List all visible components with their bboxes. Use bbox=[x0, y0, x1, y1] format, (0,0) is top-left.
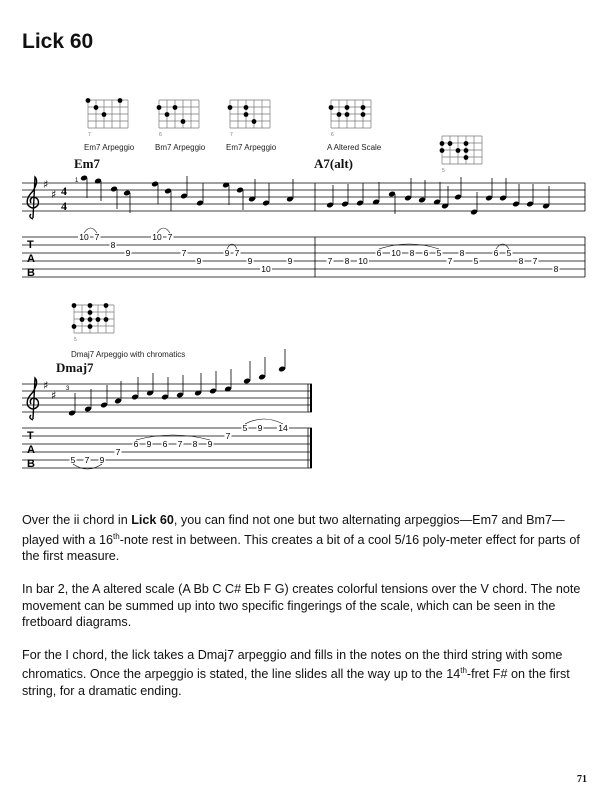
diagram-dot bbox=[337, 112, 342, 117]
diagram-dot bbox=[80, 317, 85, 322]
tab-number: 7 bbox=[181, 248, 187, 258]
chord-symbol: Em7 bbox=[74, 156, 100, 171]
paragraph-1 bbox=[22, 512, 590, 565]
tab-number: 9 bbox=[146, 439, 152, 449]
tab-number: 8 bbox=[110, 240, 116, 250]
diagram-dot bbox=[464, 141, 469, 146]
diagram-label: Em7 Arpeggio bbox=[84, 143, 135, 152]
text: -fret F# on the first string, for a dramatic ending. bbox=[22, 667, 570, 699]
text: Over the ii chord in bbox=[22, 513, 132, 527]
tab-number: 10 bbox=[79, 232, 89, 242]
sharp-icon: ♯ bbox=[51, 188, 57, 201]
diagram-label: Em7 Arpeggio bbox=[226, 143, 277, 152]
tab-number: 7 bbox=[447, 256, 453, 266]
tab-clef-letter: A bbox=[27, 444, 35, 456]
diagram-fret-number: 5 bbox=[442, 168, 445, 174]
page-title: Lick 60 bbox=[22, 30, 94, 53]
diagram-fret-number: 5 bbox=[74, 337, 77, 343]
tab-number: 10 bbox=[391, 248, 401, 258]
diagram-dot bbox=[456, 148, 461, 153]
tab-number: 7 bbox=[84, 455, 90, 465]
diagram-dot bbox=[440, 148, 445, 153]
tab-number: 7 bbox=[532, 256, 538, 266]
tab-clef-letter: B bbox=[27, 458, 35, 470]
tab-number: 6 bbox=[423, 248, 429, 258]
tab-number: 6 bbox=[133, 439, 139, 449]
tab-number: 8 bbox=[409, 248, 415, 258]
tab-number: 8 bbox=[518, 256, 524, 266]
diagram-dot bbox=[448, 141, 453, 146]
diagram-dot bbox=[88, 317, 93, 322]
diagram-fret-number: 7 bbox=[230, 132, 233, 138]
diagram-dot bbox=[157, 105, 162, 110]
diagram-dot bbox=[88, 324, 93, 329]
measure-number: 3 bbox=[66, 386, 70, 392]
diagram-dot bbox=[345, 105, 350, 110]
sharp-icon: ♯ bbox=[43, 379, 49, 392]
diagram-dot bbox=[361, 105, 366, 110]
page-number: 71 bbox=[577, 774, 587, 785]
time-signature-top: 4 bbox=[61, 184, 67, 198]
diagram-dot bbox=[173, 105, 178, 110]
tab-number: 10 bbox=[261, 264, 271, 274]
diagram-dot bbox=[72, 324, 77, 329]
tab-clef-letter: T bbox=[27, 430, 34, 442]
chord-symbol: Dmaj7 bbox=[56, 360, 94, 375]
diagram-dot bbox=[252, 119, 257, 124]
tab-number: 10 bbox=[358, 256, 368, 266]
tab-number: 9 bbox=[224, 248, 230, 258]
tab-number: 9 bbox=[257, 423, 263, 433]
tab-number: 7 bbox=[94, 232, 100, 242]
diagram-dot bbox=[104, 303, 109, 308]
diagram-fret-number: 6 bbox=[159, 132, 162, 138]
tab-number: 5 bbox=[436, 248, 442, 258]
measure-number: 1 bbox=[75, 178, 79, 184]
tab-number: 9 bbox=[99, 455, 105, 465]
tab-number: 6 bbox=[376, 248, 382, 258]
diagram-dot bbox=[244, 105, 249, 110]
diagram-dot bbox=[88, 303, 93, 308]
diagram-dot bbox=[165, 112, 170, 117]
tab-number: 7 bbox=[115, 447, 121, 457]
bold-text: Lick 60 bbox=[131, 513, 174, 527]
paragraph-2 bbox=[22, 581, 590, 631]
diagram-dot bbox=[118, 98, 123, 103]
tab-number: 8 bbox=[192, 439, 198, 449]
diagram-dot bbox=[88, 310, 93, 315]
tab-number: 7 bbox=[234, 248, 240, 258]
diagram-label: Dmaj7 Arpeggio with chromatics bbox=[71, 350, 186, 359]
tab-number: 14 bbox=[278, 423, 288, 433]
tab-number: 9 bbox=[125, 248, 131, 258]
diagram-dot bbox=[244, 112, 249, 117]
diagram-fret-number: 6 bbox=[331, 132, 334, 138]
tab-number: 10 bbox=[152, 232, 162, 242]
diagram-dot bbox=[181, 119, 186, 124]
tab-number: 9 bbox=[207, 439, 213, 449]
tab-number: 9 bbox=[196, 256, 202, 266]
tab-number: 8 bbox=[553, 264, 559, 274]
diagram-dot bbox=[96, 317, 101, 322]
time-signature-bottom: 4 bbox=[61, 199, 67, 213]
diagram-label: Bm7 Arpeggio bbox=[155, 143, 206, 152]
diagram-dot bbox=[228, 105, 233, 110]
tab-number: 8 bbox=[459, 248, 465, 258]
text: -note rest in between. This creates a bit of a cool 5/16 poly-meter effect for parts of the first measure. bbox=[22, 532, 580, 564]
tab-clef-letter: B bbox=[27, 267, 35, 279]
tab-number: 7 bbox=[177, 439, 183, 449]
diagram-dot bbox=[440, 141, 445, 146]
tab-number: 7 bbox=[167, 232, 173, 242]
tab-number: 5 bbox=[473, 256, 479, 266]
chord-symbol: A7(alt) bbox=[314, 156, 353, 171]
sharp-icon: ♯ bbox=[43, 178, 49, 191]
diagram-dot bbox=[94, 105, 99, 110]
sharp-icon: ♯ bbox=[51, 389, 57, 402]
text: In bar 2, the A altered scale (A Bb C C# Eb F G) creates colorful tensions over the V chord. The note movement can be summed up into two specific fingerings of the scale, which can be seen in the fretboard diagrams. bbox=[22, 581, 581, 630]
tab-number: 5 bbox=[70, 455, 76, 465]
text: , you can find not one but two alternating arpeggios—Em7 and Bm7—played with a 16 bbox=[22, 513, 565, 547]
tab-number: 5 bbox=[242, 423, 248, 433]
diagram-dot bbox=[329, 105, 334, 110]
tab-clef-letter: T bbox=[27, 239, 34, 251]
diagram-fret-number: 7 bbox=[88, 132, 91, 138]
diagram-dot bbox=[104, 317, 109, 322]
body-text bbox=[22, 512, 590, 716]
tab-number: 8 bbox=[344, 256, 350, 266]
superscript: th bbox=[460, 666, 467, 676]
tab-number: 6 bbox=[162, 439, 168, 449]
tab-number: 9 bbox=[287, 256, 293, 266]
diagram-dot bbox=[102, 112, 107, 117]
text: For the I chord, the lick takes a Dmaj7 arpeggio and fills in the notes on the third string with some chromatics. Once the arpeggio is stated, the line slides all the way up to the 14 bbox=[22, 647, 563, 682]
diagram-dot bbox=[345, 112, 350, 117]
paragraph-3 bbox=[22, 647, 590, 700]
tab-number: 7 bbox=[225, 431, 231, 441]
diagram-dot bbox=[464, 148, 469, 153]
diagram-dot bbox=[464, 155, 469, 160]
tab-number: 6 bbox=[493, 248, 499, 258]
tab-number: 9 bbox=[247, 256, 253, 266]
diagram-dot bbox=[86, 98, 91, 103]
diagram-dot bbox=[361, 112, 366, 117]
diagram-label: A Altered Scale bbox=[327, 143, 382, 152]
tab-number: 7 bbox=[327, 256, 333, 266]
tab-number: 5 bbox=[506, 248, 512, 258]
tab-clef-letter: A bbox=[27, 253, 35, 265]
diagram-dot bbox=[72, 303, 77, 308]
superscript: th bbox=[113, 531, 120, 541]
